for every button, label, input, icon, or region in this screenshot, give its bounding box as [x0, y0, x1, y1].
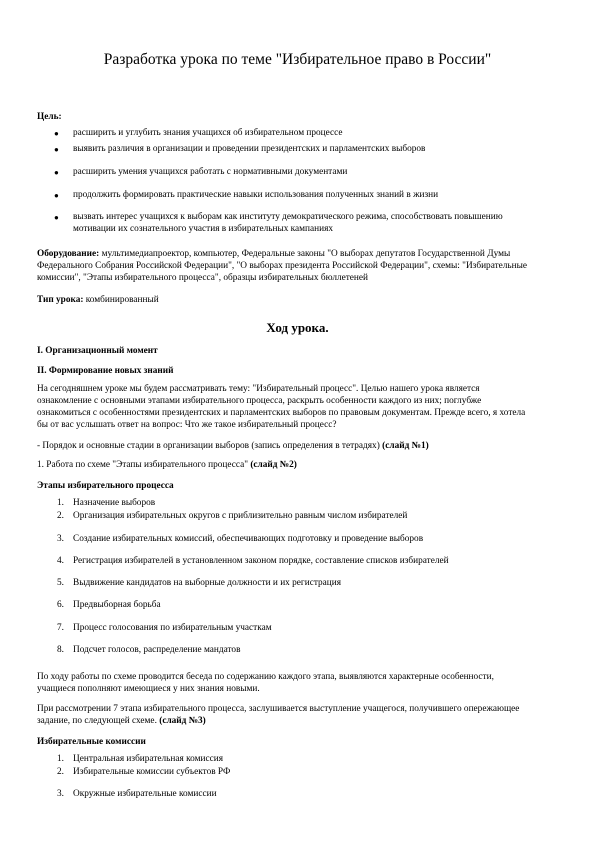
stage-number: 7.: [57, 623, 64, 633]
section-heading: II. Формирование новых знаний: [37, 366, 174, 376]
scheme-line: [37, 460, 297, 472]
stage-number: 1.: [57, 498, 64, 508]
stage-item: Предвыборная борьба: [73, 600, 161, 610]
bullet-icon: ●: [54, 213, 59, 222]
scheme-text: 1. Работа по схеме "Этапы избирательного процесса": [37, 460, 251, 470]
slide-reference: (слайд №1): [382, 441, 429, 451]
stage-item: Регистрация избирателей в установленном законом порядке, составление списков избирателей: [73, 556, 449, 566]
commission-item: Избирательные комиссии субъектов РФ: [73, 767, 231, 777]
stage-number: 6.: [57, 600, 64, 610]
commission-number: 3.: [57, 789, 64, 799]
lesson-type-label: Тип урока:: [37, 295, 84, 305]
equipment-line: Федерального Собрания Российской Федерации", "О выборах президента Российской Федерации", схемы: "Избирательные: [37, 261, 527, 271]
stage-item: Подсчет голосов, распределение мандатов: [73, 645, 241, 655]
slide-reference: (слайд №3): [159, 716, 206, 726]
commissions-heading: Избирательные комиссии: [37, 737, 146, 747]
intro-line: ознакомление с основными этапами избирательного процесса, раскрыть особенности каждого из них; поглубже: [37, 396, 482, 406]
stage-item: Создание избирательных комиссий, обеспечивающих подготовку и проведение выборов: [73, 534, 424, 544]
bullet-icon: ●: [54, 168, 59, 177]
equipment-label: Оборудование:: [37, 249, 100, 259]
bullet-icon: ●: [54, 145, 59, 154]
goal-item: расширить умения учащихся работать с нормативными документами: [73, 167, 348, 177]
bullet-icon: ●: [54, 191, 59, 200]
order-line: [37, 441, 429, 453]
stage-number: 2.: [57, 511, 64, 521]
goal-item: выявить различия в организации и проведении президентских и парламентских выборов: [73, 144, 426, 154]
lesson-type-value: комбинированный: [83, 295, 159, 305]
order-text: - Порядок и основные стадии в организации выборов (запись определения в тетрадях): [37, 441, 383, 451]
intro-line: ознакомиться с особенностями президентских и парламентских выборов по правовым документам. Прежде всего, я хотела: [37, 408, 526, 418]
commission-number: 2.: [57, 767, 64, 777]
equipment-text: мультимедиапроектор, компьютер, Федеральные законы "О выборах депутатов Государственной Думы: [99, 249, 511, 259]
bullet-icon: ●: [54, 129, 59, 138]
stage-number: 3.: [57, 534, 64, 544]
stages-heading: Этапы избирательного процесса: [37, 481, 174, 491]
stage7-line: [37, 716, 206, 728]
commission-number: 1.: [57, 754, 64, 764]
stage-number: 8.: [57, 645, 64, 655]
section-heading: I. Организационный момент: [37, 346, 158, 356]
commission-item: Окружные избирательные комиссии: [73, 789, 217, 799]
goal-item: продолжить формировать практические навыки использования полученных знаний в жизни: [73, 190, 439, 200]
stage-item: Процесс голосования по избирательным участкам: [73, 623, 272, 633]
stage-number: 5.: [57, 578, 64, 588]
discussion-line: учащиеся пополняют имеющиеся у них знания новыми.: [37, 684, 260, 694]
equipment-line: комиссии", "Этапы избирательного процесса", образцы избирательных бюллетеней: [37, 273, 368, 283]
commission-item: Центральная избирательная комиссия: [73, 754, 223, 764]
stage7-line: При рассмотрении 7 этапа избирательного процесса, заслушивается выступление учащегося, получившего опережающее: [37, 704, 520, 714]
goal-item: расширить и углубить знания учащихся об избирательном процессе: [73, 128, 343, 138]
lesson-type: [37, 295, 159, 307]
stage-item: Выдвижение кандидатов на выборные должности и их регистрация: [73, 578, 342, 588]
intro-line: бы от вас услышать ответ на вопрос: Что же такое избирательный процесс?: [37, 420, 337, 430]
stage-item: Назначение выборов: [73, 498, 156, 508]
equipment-line: [37, 249, 510, 261]
stage-number: 4.: [57, 556, 64, 566]
course-heading: Ход урока.: [266, 320, 329, 335]
goal-item-continuation: мотивации их сознательного участия в избирательных кампаниях: [73, 224, 334, 234]
goal-label: Цель:: [37, 112, 62, 122]
stage7-text: задание, по следующей схеме.: [37, 716, 160, 726]
document-title: Разработка урока по теме "Избирательное право в России": [103, 51, 492, 68]
intro-line: На сегодняшнем уроке мы будем рассматривать тему: "Избирательный процесс". Целью нашего урока является: [37, 384, 480, 394]
stage-item: Организация избирательных округов с приблизительно равным числом избирателей: [73, 511, 408, 521]
goal-item: вызвать интерес учащихся к выборам как институту демократического режима, способствовать повышению: [73, 212, 503, 222]
slide-reference: (слайд №2): [250, 460, 297, 470]
discussion-line: По ходу работы по схеме проводится беседа по содержанию каждого этапа, выявляются характерные особенности,: [37, 672, 494, 682]
